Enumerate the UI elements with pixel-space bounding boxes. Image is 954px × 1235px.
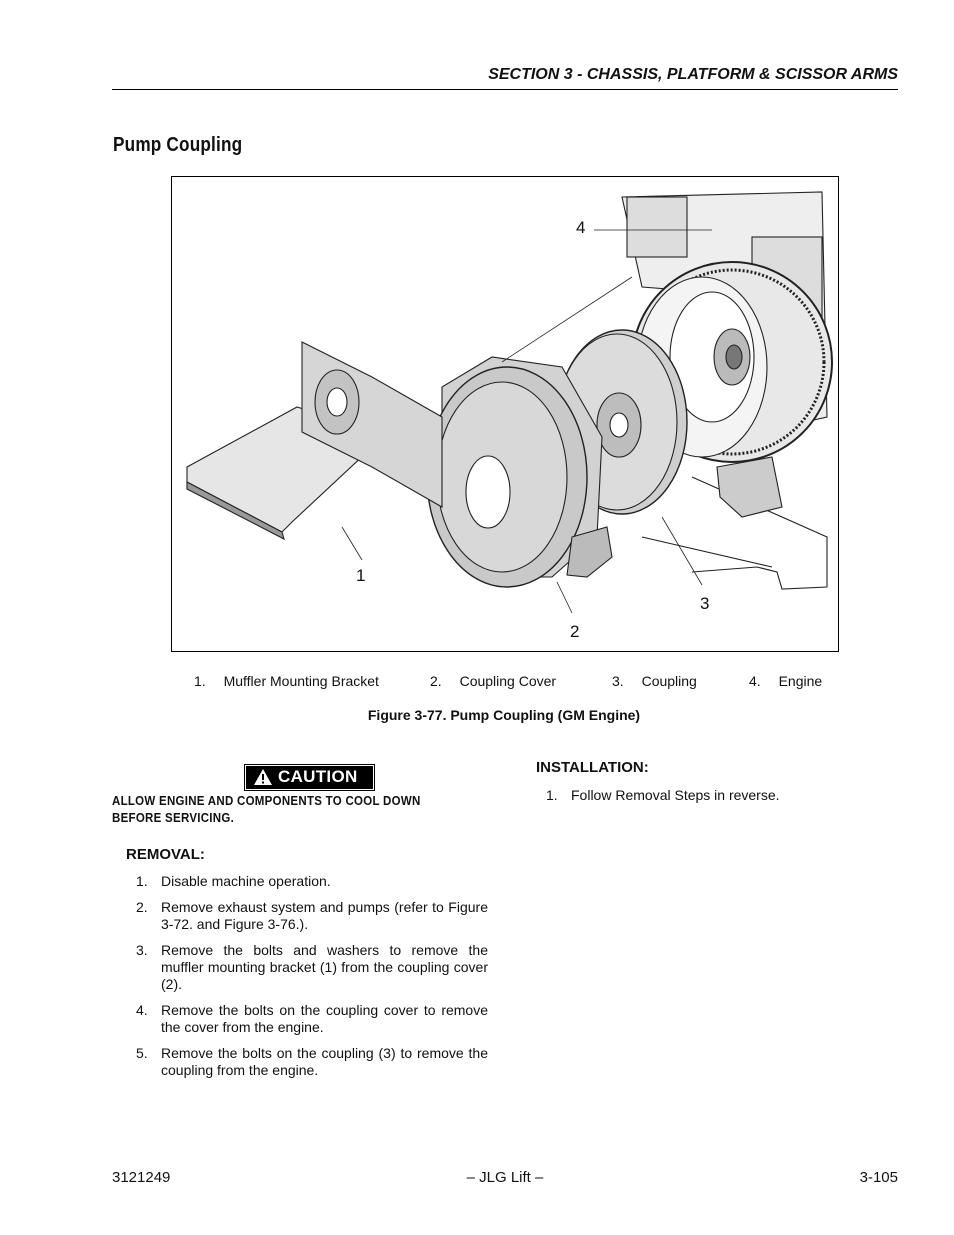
caution-label: CAUTION — [278, 767, 358, 786]
legend-num: 3. — [612, 673, 624, 689]
step-number: 4. — [136, 1002, 148, 1018]
list-item — [136, 942, 488, 993]
header-rule — [112, 89, 898, 90]
exploded-view-drawing — [172, 177, 838, 651]
list-item — [136, 899, 488, 933]
removal-steps — [136, 873, 488, 1088]
legend-label: Muffler Mounting Bracket — [223, 673, 379, 689]
list-item — [136, 1002, 488, 1036]
legend-item-2 — [430, 673, 556, 689]
legend-item-3 — [612, 673, 697, 689]
callout-4: 4 — [576, 218, 586, 237]
callout-3: 3 — [700, 594, 710, 613]
step-number: 1. — [546, 787, 558, 803]
footer-center: – JLG Lift – — [466, 1169, 544, 1186]
step-number: 5. — [136, 1045, 148, 1061]
step-number: 2. — [136, 899, 148, 915]
callout-2: 2 — [570, 622, 580, 641]
step-text: Remove the bolts and washers to remove the muffler mounting bracket (1) from the coupling cover (2). — [161, 942, 488, 992]
figure-illustration — [171, 176, 839, 652]
warning-triangle-icon — [253, 768, 273, 786]
installation-steps — [546, 787, 898, 813]
list-item — [136, 1045, 488, 1079]
step-text: Follow Removal Steps in reverse. — [571, 787, 780, 803]
legend-num: 2. — [430, 673, 442, 689]
list-item — [136, 873, 488, 890]
legend-label: Coupling Cover — [459, 673, 557, 689]
caution-banner — [246, 766, 373, 789]
step-text: Remove the bolts on the coupling cover to remove the cover from the engine. — [161, 1002, 488, 1035]
legend-num: 1. — [194, 673, 206, 689]
removal-heading: REMOVAL: — [126, 846, 205, 863]
step-text: Remove exhaust system and pumps (refer to Figure 3-72. and Figure 3-76.). — [161, 899, 488, 932]
legend-item-4 — [749, 673, 822, 689]
legend-label: Coupling — [641, 673, 697, 689]
step-number: 1. — [136, 873, 148, 889]
callout-1: 1 — [356, 566, 366, 585]
step-text: Disable machine operation. — [161, 873, 331, 889]
installation-heading: INSTALLATION: — [536, 759, 649, 776]
caution-text: ALLOW ENGINE AND COMPONENTS TO COOL DOWN BEFORE SERVICING. — [112, 794, 421, 825]
page-title: Pump Coupling — [113, 134, 243, 156]
footer-page-number: 3-105 — [859, 1169, 898, 1186]
section-header: SECTION 3 - CHASSIS, PLATFORM & SCISSOR ARMS — [488, 66, 898, 83]
legend-num: 4. — [749, 673, 761, 689]
step-text: Remove the bolts on the coupling (3) to remove the coupling from the engine. — [161, 1045, 488, 1078]
legend-label: Engine — [778, 673, 823, 689]
step-number: 3. — [136, 942, 148, 958]
footer-doc-number: 3121249 — [112, 1169, 171, 1186]
figure-caption: Figure 3-77. Pump Coupling (GM Engine) — [367, 707, 641, 723]
list-item — [546, 787, 898, 804]
legend-item-1 — [194, 673, 379, 689]
